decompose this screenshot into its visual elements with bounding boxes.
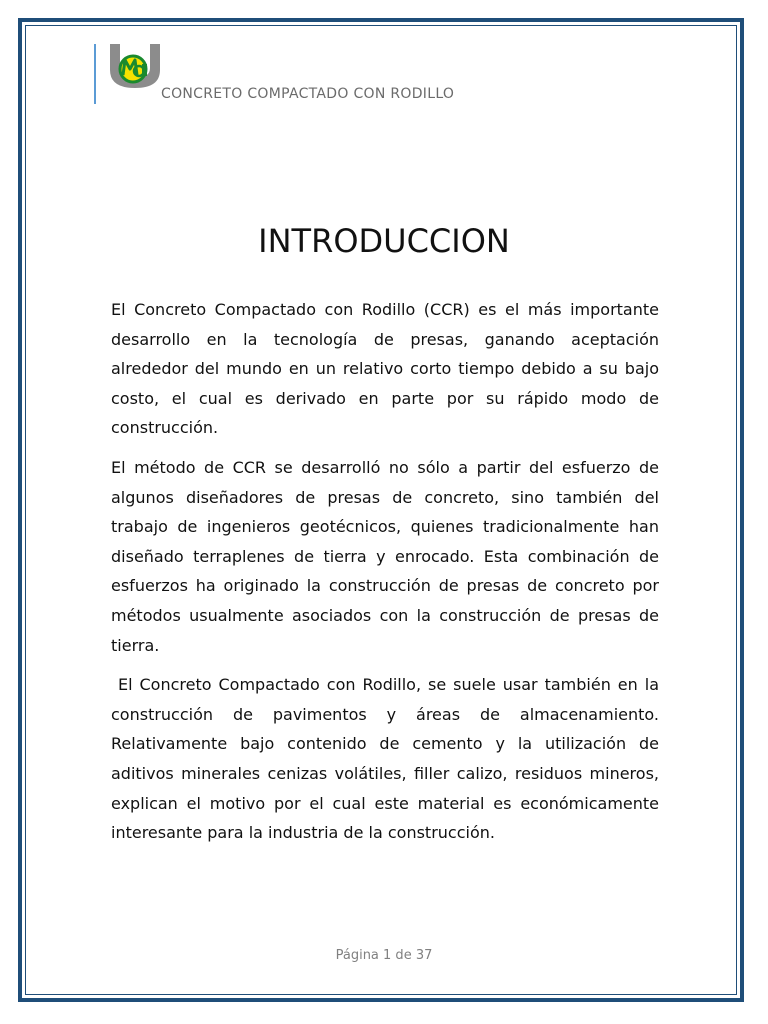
section-heading: INTRODUCCION — [258, 222, 510, 260]
page-number: Página 1 de 37 — [335, 948, 433, 963]
university-logo — [106, 42, 164, 92]
header-rule — [94, 44, 96, 104]
document-body — [111, 295, 665, 858]
document-header-title: CONCRETO COMPACTADO CON RODILLO — [161, 86, 455, 102]
paragraph: El método de CCR se desarrolló no sólo a partir del esfuerzo de algunos diseñadores de presas de concreto, sino también del trabajo de ingenieros geotécnicos, quienes tradicionalmente han diseñado terraplenes de tierra y enrocado. Esta combinación de esfuerzos ha originado la construcción de presas de concreto por métodos usualmente asociados con la construcción de presas de tierra. — [111, 457, 659, 655]
paragraph: El Concreto Compactado con Rodillo, se suele usar también en la construcción de pavimentos y áreas de almacenamiento. Relativamente bajo contenido de cemento y la utilización de aditivos minerales cenizas volátiles, filler calizo, residuos mineros, explican el motivo por el cual este material es económicamente interesante para la industria de la construcción. — [111, 675, 665, 843]
paragraph: El Concreto Compactado con Rodillo (CCR) es el más importante desarrollo en la tecnología de presas, ganando aceptación alrededor del mundo en un relativo corto tiempo debido a su bajo costo, el cual es derivado en parte por su rápido modo de construcción. — [111, 300, 659, 438]
